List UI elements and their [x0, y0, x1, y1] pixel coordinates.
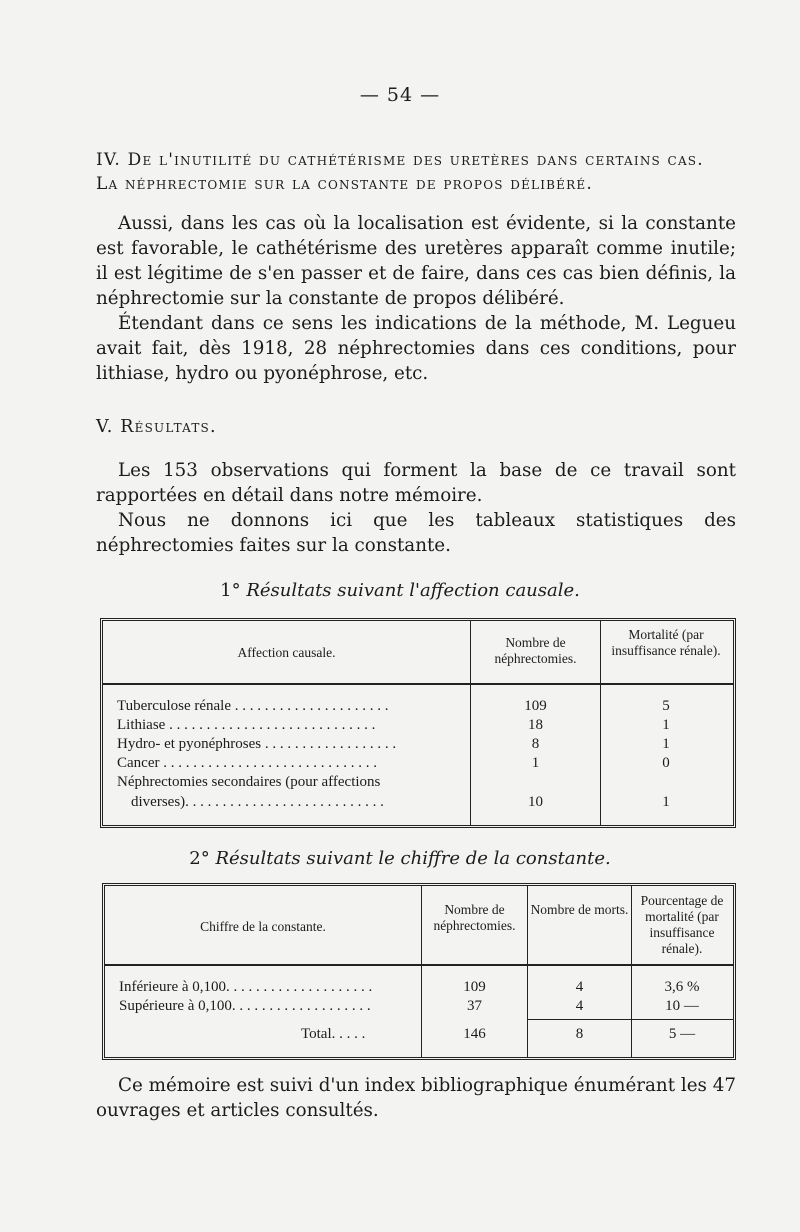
- table-row-count: 18: [528, 717, 543, 733]
- table-row-deaths: 4: [575, 998, 584, 1014]
- table1-header-count: Nombre de néphrectomies.: [494, 635, 577, 666]
- section5-paragraph-2: Nous ne donnons ici que les tableaux statistiques des néphrectomies faites sur la constante.: [96, 510, 736, 556]
- table-row-percentage: 10 —: [665, 998, 699, 1014]
- page-number: — 54 —: [359, 84, 441, 106]
- table2-title-number: 2°: [189, 848, 210, 869]
- table-row-deaths: 1: [662, 794, 670, 810]
- section5-heading: V. Résultats.: [96, 417, 217, 437]
- table2-header-count: Nombre de néphrectomies.: [433, 902, 516, 933]
- table-row-label: Hydro- et pyonéphroses . . . . . . . . . . . . . . . . . .: [117, 736, 397, 752]
- header-rule: [103, 683, 733, 685]
- table-row-count: 109: [463, 979, 486, 995]
- table-row-label: Néphrectomies secondaires (pour affections: [117, 774, 381, 790]
- table-row-label: Tuberculose rénale . . . . . . . . . . . . . . . . . . . . .: [117, 698, 389, 714]
- table-total-deaths: 8: [575, 1026, 584, 1042]
- table-affection-causale: [100, 618, 736, 828]
- table1-title-number: 1°: [220, 580, 241, 601]
- table-row-deaths: 4: [575, 979, 584, 995]
- table-row-label: Inférieure à 0,100. . . . . . . . . . . . . . . . . . . .: [119, 979, 373, 995]
- table-total-count: 146: [463, 1026, 486, 1042]
- table-row-count: 109: [524, 698, 547, 714]
- header-rule: [105, 964, 733, 966]
- table2-header-percentage: Pourcentage de mortalité (par insuffisance rénale).: [640, 893, 724, 956]
- table-row-label: diverses). . . . . . . . . . . . . . . . . . . . . . . . . . .: [131, 794, 384, 810]
- table-row-deaths: 1: [662, 736, 670, 752]
- table-row-label: Cancer . . . . . . . . . . . . . . . . . . . . . . . . . . . . .: [117, 755, 377, 771]
- section4-paragraph-2: Étendant dans ce sens les indications de la méthode, M. Legueu avait fait, dès 1918, 28 néphrectomies dans ces conditions, pour lithiase, hydro ou pyonéphrose, etc.: [96, 313, 736, 384]
- table-row-deaths: 0: [662, 755, 670, 771]
- table-total-label: Total. . . . .: [301, 1026, 366, 1042]
- table-row-deaths: 1: [662, 717, 670, 733]
- closing-paragraph: Ce mémoire est suivi d'un index bibliographique énumérant les 47 ouvrages et articles consultés.: [96, 1075, 736, 1121]
- table-row-label: Supérieure à 0,100. . . . . . . . . . . . . . . . . . .: [119, 998, 371, 1014]
- table2-title: [0, 848, 800, 869]
- table-row-count: 8: [531, 736, 540, 752]
- table-row-label: Lithiase . . . . . . . . . . . . . . . . . . . . . . . . . . . .: [117, 717, 376, 733]
- table-row-count: 1: [531, 755, 540, 771]
- table2-title-text: Résultats suivant le chiffre de la constante.: [215, 848, 611, 869]
- table-row-percentage: 3,6 %: [664, 979, 700, 995]
- table1-header-mortality: Mortalité (par insuffisance rénale).: [611, 627, 721, 658]
- table-row-count: 10: [528, 794, 543, 810]
- table1-header-affection: Affection causale.: [237, 645, 336, 660]
- table-chiffre-constante: [102, 883, 736, 1060]
- total-rule: [527, 1019, 733, 1020]
- table-row-count: 37: [467, 998, 482, 1014]
- table2-header-constante: Chiffre de la constante.: [200, 919, 326, 934]
- section4-heading-line2: La néphrectomie sur la constante de propos délibéré.: [96, 174, 593, 194]
- section5-paragraph-1: Les 153 observations qui forment la base de ce travail sont rapportées en détail dans notre mémoire.: [96, 460, 736, 506]
- table1-title-text: Résultats suivant l'affection causale.: [246, 580, 580, 601]
- section4-paragraph-1: Aussi, dans les cas où la localisation est évidente, si la constante est favorable, le cathétérisme des uretères apparaît comme inutile; il est légitime de s'en passer et de faire, dans ces cas bien définis, la néphrectomie sur la constante de propos délibéré.: [96, 213, 736, 309]
- table1-title: [0, 580, 800, 601]
- table2-header-deaths: Nombre de morts.: [530, 902, 629, 917]
- section4-heading-line1: IV. De l'inutilité du cathétérisme des uretères dans certains cas.: [96, 150, 704, 170]
- table-row-deaths: 5: [662, 698, 670, 714]
- table-total-percentage: 5 —: [668, 1026, 696, 1042]
